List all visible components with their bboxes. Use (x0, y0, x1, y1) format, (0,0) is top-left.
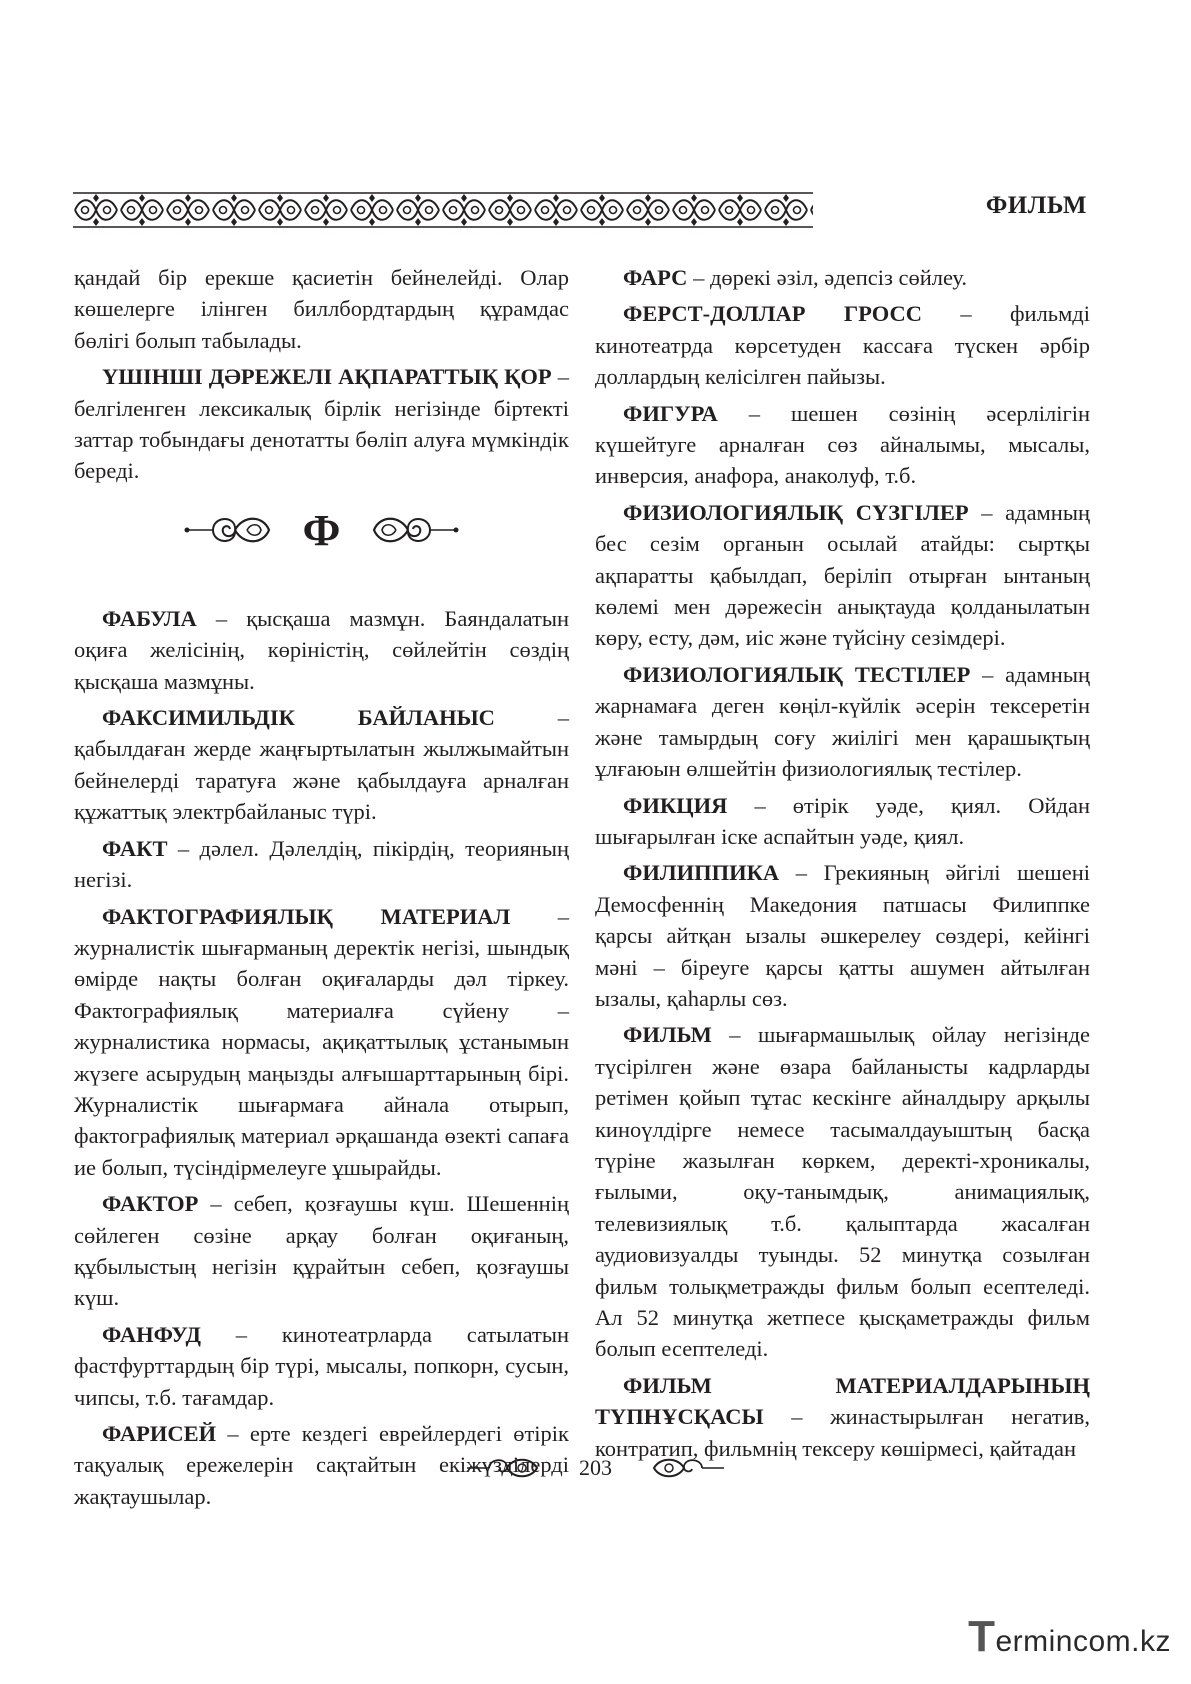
right-swirl-ornament (368, 507, 460, 553)
dictionary-entry (595, 398, 1090, 492)
entry-definition: – адамның жарнамаға деген көңіл-күйлік әсерін тексеретін және тамырдың соғу жиілігі мен қарашықтың ұлғаюын өлшейтін физиологиялық тестілер. (595, 661, 1090, 782)
dictionary-entry (595, 497, 1090, 654)
entry-term: ФИЛИППИКА (623, 860, 780, 886)
watermark-text: ermincо (995, 1625, 1106, 1658)
entry-definition: – кинотеатрларда сатылатын фастфурттардың бір түрі, мысалы, попкорн, сусын, чипсы, т.б. тағамдар. (74, 1321, 569, 1410)
dictionary-entry (74, 702, 569, 828)
entry-term: ФИЛЬМ МАТЕРИАЛДАРЫНЫҢ ТҮПНҰСҚАСЫ (595, 1372, 1090, 1430)
entry-term: ФАРИСЕЙ (102, 1421, 217, 1446)
entry-term: ФАКТОГРАФИЯЛЫҚ МАТЕРИАЛ (102, 903, 511, 929)
dictionary-entry (74, 361, 569, 487)
footer-left-ornament (465, 1453, 545, 1483)
entry-term: ФЕРСТ-ДОЛЛАР ГРОСС (623, 301, 923, 327)
left-column (74, 262, 569, 1517)
entry-definition: – Грекияның әйгілі шешені Демосфеннің Македония патшасы Филиппке қарсы айтқан ызалы әшкерелеу сөздері, кейінгі мәні – біреуге қарсы қатты ашумен айтылған ызалы, қаһарлы сөз. (595, 860, 1090, 1011)
entry-term: ФАКТ (102, 835, 168, 861)
entry-term: ФИГУРА (623, 400, 718, 426)
entry-term: ҮШІНШІ ДӘРЕЖЕЛІ АҚПАРАТТЫҚ ҚОР (102, 364, 552, 390)
running-head: ФИЛЬМ (985, 192, 1087, 219)
dictionary-entry (74, 1188, 569, 1314)
entry-definition: – шешен сөзінің әсерлілігін күшейтуге арналған сөз айналымы, мысалы, инверсия, анафора, анаколуф, т.б. (595, 400, 1090, 489)
letter-divider (74, 500, 569, 560)
dictionary-entry (74, 603, 569, 697)
entry-definition: – адамның бес сезім органын осылай атайды: сыртқы ақпаратты қабылдап, беріліп отырған ынтаның көлемі мен дәрежесін анықтауда қолданылатын көру, есту, дәм, иіс және түйсіну сезімдері. (595, 499, 1090, 651)
entry-term: ФАНФУД (102, 1321, 201, 1347)
entry-definition: – белгіленген лексикалық бірлік негізінде біртекті заттар тобындағы денотатты бөліп алуға мүмкіндік береді. (74, 364, 569, 484)
entry-term: ФАКСИМИЛЬДІК БАЙЛАНЫС (102, 705, 495, 731)
entry-definition: – дәлел. Дәлелдің, пікірдің, теорияның негізі. (74, 835, 569, 893)
entry-definition: – дөрекі әзіл, әдепсіз сөйлеу. (687, 265, 968, 290)
entry-definition: – жинастырылған негатив, контратип, фильмнің тексеру көшірмесі, қайтадан (595, 1404, 1090, 1461)
dictionary-entry (74, 1319, 569, 1413)
entry-definition: – себеп, қозғаушы күш. Шешеннің сөйлеген сөзіне арқау болған оқиғаның, құбылыстың негізін құрайтын себеп, қозғаушы күш. (74, 1191, 569, 1311)
entry-term: ФИЛЬМ (623, 1022, 712, 1048)
header-ornament-border (73, 191, 813, 229)
entry-definition: – қысқаша мазмұн. Баяндалатын оқиға желісінің, көріністің, сөйлейтін сөздің қысқаша мазмұны. (74, 605, 569, 694)
dictionary-entry (595, 857, 1090, 1014)
watermark-logo (968, 1612, 1171, 1662)
watermark-initial: T (968, 1612, 996, 1661)
entry-definition: – ерте кездегі еврейлердегі өтірік тақуалық ережелерін сақтайтын екіжүзділерді жақтаушылар. (74, 1421, 569, 1509)
entry-term: ФИЗИОЛОГИЯЛЫҚ СҮЗГІЛЕР (623, 499, 969, 525)
watermark-domain: m.kz (1105, 1625, 1171, 1658)
entry-definition: – өтірік уәде, қиял. Ойдан шығарылған іске аспайтын уәде, қиял. (595, 792, 1090, 849)
section-letter: Ф (302, 505, 341, 555)
entry-term: ФИЗИОЛОГИЯЛЫҚ ТЕСТІЛЕР (623, 661, 971, 687)
entry-definition: – журналистік шығарманың деректік негізі, шындық өмірде нақты болған оқиғаларды дәл тіркеу. Фактографиялық материалға сүйену – журналистика нормасы, ақиқаттылық ұстанымын жүзеге асырудың маңызды алғышарттарының бірі. Журналистік шығармаға айнала отырып, фактографиялық материал әрқашанда өзекті сапаға ие болып, түсіндірмелеуге ұшырайды. (74, 903, 569, 1180)
dictionary-entry (74, 901, 569, 1184)
dictionary-entry (595, 790, 1090, 853)
entry-definition: – қабылдаған жерде жаңғыртылатын жылжымайтын бейнелерді таратуға және қабылдауға арналған құжаттық электрбайланыс түрі. (74, 705, 569, 825)
footer-right-ornament (646, 1453, 726, 1483)
right-column (595, 262, 1090, 1469)
dictionary-entry (595, 659, 1090, 785)
entry-definition: – фильмді кинотеатрда көрсетуден кассаға түскен әрбір доллардың келісілген пайызы. (595, 301, 1091, 390)
dictionary-entry (74, 833, 569, 896)
left-swirl-ornament (183, 507, 275, 553)
dictionary-entry (595, 298, 1090, 392)
dictionary-entry (595, 1019, 1090, 1364)
entry-term: ФАРС (623, 265, 688, 290)
dictionary-entry (595, 262, 1090, 293)
entry-definition: – шығармашылық ойлау негізінде түсірілген және өзара байланысты кадрларды ретімен қойып тұтас кескінге айналдыру арқылы киноүлдірге немесе тасымалдауыштың басқа түріне жазылған көркем, деректі-хроникалы, ғылыми, оқу-танымдық, анимациялық, телевизиялық т.б. қалыптарда жасалған аудиовизуалды туынды. 52 минутқа созылған фильм толықметражды фильм болып есептеледі. Ал 52 минутқа жетпесе қысқаметражды фильм болып есептеледі. (595, 1022, 1090, 1362)
page-footer (0, 1448, 1191, 1488)
entry-term: ФАКТОР (102, 1191, 199, 1217)
entries-letter-f (74, 603, 569, 1512)
entry-term: ФАБУЛА (102, 605, 197, 631)
continuation-text: қандай бір ерекше қасиетін бейнелейді. Олар көшелерге ілінген биллбордтардың құрамдас бөлігі болып табылады. (74, 265, 569, 353)
page-number: 203 (579, 1455, 612, 1480)
entry-term: ФИКЦИЯ (623, 792, 728, 818)
